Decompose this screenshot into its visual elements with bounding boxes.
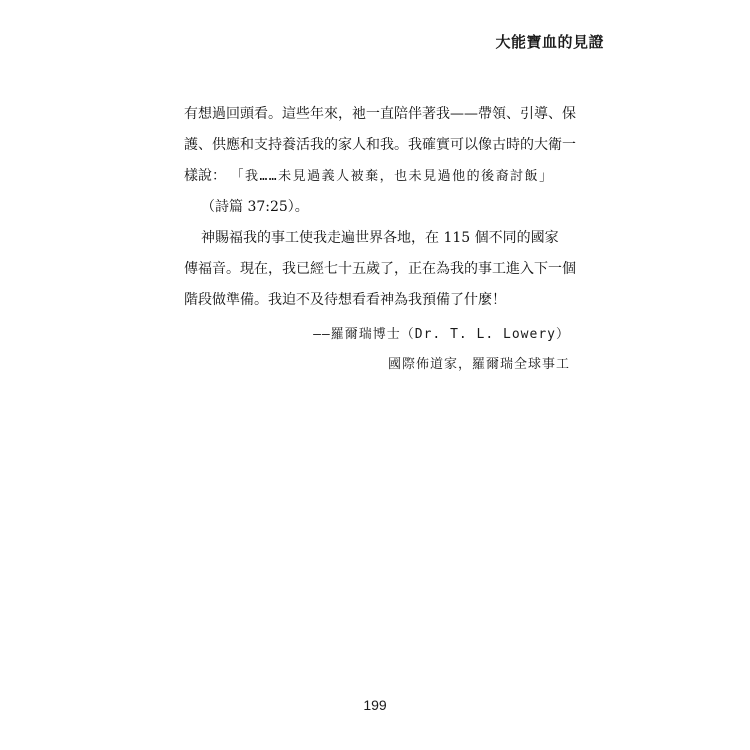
paragraph-2-line-1: 神賜福我的事工使我走遍世界各地，在 115 個不同的國家 bbox=[201, 230, 559, 246]
paragraph-1-line-1: 有想過回頭看。這些年來，祂一直陪伴著我——帶領、引導、保 bbox=[184, 106, 576, 122]
page-number: 199 bbox=[363, 697, 387, 713]
paragraph-2-line-2: 傳福音。現在，我已經七十五歲了，正在為我的事工進入下一個 bbox=[184, 261, 576, 277]
paragraph-1-line-3 bbox=[184, 161, 584, 192]
signature-role: 國際佈道家，羅爾瑞全球事工 bbox=[387, 357, 570, 372]
running-header-title: 大能寶血的見證 bbox=[495, 33, 604, 51]
paragraph-1-line-2: 護、供應和支持養活我的家人和我。我確實可以像古時的大衛一 bbox=[184, 137, 576, 153]
scripture-reference: （詩篇 37:25）。 bbox=[201, 199, 309, 215]
signature-author: ——羅爾瑞博士（Dr. T. L. Lowery） bbox=[313, 327, 570, 342]
paragraph-2-line-3: 階段做準備。我迫不及待想看看神為我預備了什麼！ bbox=[184, 292, 506, 308]
scripture-quote: 「我……未見過義人被棄，也未見過他的後裔討飯」 bbox=[230, 169, 554, 184]
quote-lead-in: 樣說： bbox=[184, 168, 226, 184]
body-text bbox=[184, 99, 584, 316]
